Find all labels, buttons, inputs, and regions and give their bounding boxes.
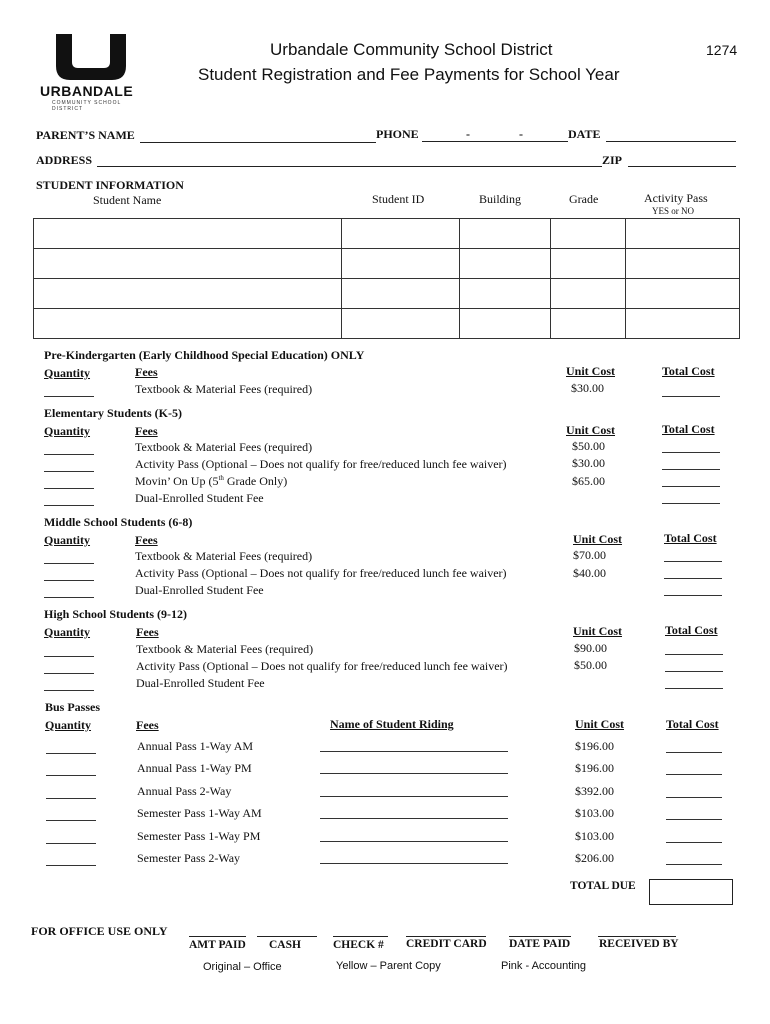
bus-fees-header: Fees (136, 718, 159, 732)
logo-u-icon (56, 34, 126, 80)
bus-heading: Bus Passes (45, 700, 101, 714)
bus-total-blank[interactable] (666, 797, 722, 798)
bus-unit-cost-header: Unit Cost (575, 717, 625, 731)
prek-quantity-header: Quantity (44, 366, 91, 380)
elementary-fee-cost: $50.00 (572, 439, 605, 453)
bus-fee-label: Semester Pass 1-Way PM (137, 829, 261, 843)
district-name: Urbandale Community School District (270, 40, 553, 59)
prek-fees-header: Fees (135, 365, 158, 379)
high-fee-label: Activity Pass (Optional – Does not qualify for free/reduced lunch fee waiver) (136, 659, 508, 673)
student-row (34, 279, 740, 309)
middle-fee-label: Textbook & Material Fees (required) (135, 549, 313, 563)
bus-fee-label: Semester Pass 2-Way (137, 851, 241, 865)
student-name-cell[interactable] (34, 219, 342, 249)
middle-total-blank[interactable] (664, 595, 722, 596)
bus-fee-cost: $103.00 (575, 806, 614, 820)
high-fee-cost: $90.00 (574, 641, 607, 655)
elementary-quantity-blank[interactable] (44, 505, 94, 506)
bus-fee-cost: $196.00 (575, 761, 614, 775)
elementary-total-blank[interactable] (662, 452, 720, 453)
high-total-blank[interactable] (665, 688, 723, 689)
middle-quantity-header: Quantity (44, 533, 91, 547)
high-heading: High School Students (9-12) (44, 607, 188, 621)
bus-fee-label: Annual Pass 1-Way AM (137, 739, 254, 753)
elementary-heading: Elementary Students (K-5) (44, 406, 182, 420)
address-label: ADDRESS (36, 153, 93, 167)
date-field[interactable] (606, 141, 736, 142)
grade-cell[interactable] (551, 249, 626, 279)
amt-paid-label: AMT PAID (189, 939, 246, 951)
activity-pass-cell[interactable] (626, 219, 740, 249)
date-label: DATE (568, 127, 601, 141)
high-fee-label: Textbook & Material Fees (required) (136, 642, 314, 656)
office-use-heading: FOR OFFICE USE ONLY (31, 924, 168, 938)
col-student-id: Student ID (372, 192, 425, 206)
prek-total-cost-header: Total Cost (662, 364, 715, 378)
building-cell[interactable] (460, 309, 551, 339)
address-field[interactable] (97, 166, 602, 167)
elementary-fee-label: Activity Pass (Optional – Does not qualify for free/reduced lunch fee waiver) (135, 457, 507, 471)
elementary-fee-cost: $30.00 (572, 456, 605, 470)
credit-card-field[interactable] (406, 936, 486, 937)
building-cell[interactable] (460, 279, 551, 309)
zip-field[interactable] (628, 166, 736, 167)
high-total-blank[interactable] (665, 654, 723, 655)
bus-fee-label: Annual Pass 1-Way PM (137, 761, 252, 775)
district-logo (40, 34, 140, 112)
elementary-fee-label: Dual-Enrolled Student Fee (135, 491, 264, 505)
high-quantity-header: Quantity (44, 625, 91, 639)
bus-fee-cost: $206.00 (575, 851, 614, 865)
check-label: CHECK # (333, 939, 384, 951)
bus-fee-label: Semester Pass 1-Way AM (137, 806, 262, 820)
prek-total-blank[interactable] (662, 396, 720, 397)
form-title: Student Registration and Fee Payments for School Year (198, 65, 620, 84)
phone-separator-2: - (519, 127, 523, 141)
student-row (34, 309, 740, 339)
col-activity-pass: Activity Pass (644, 191, 708, 205)
high-fee-cost: $50.00 (574, 658, 607, 672)
elementary-total-blank[interactable] (662, 469, 720, 470)
col-student-name: Student Name (93, 193, 162, 207)
elementary-total-blank[interactable] (662, 503, 720, 504)
zip-label: ZIP (602, 153, 623, 167)
high-total-blank[interactable] (665, 671, 723, 672)
activity-pass-cell[interactable] (626, 249, 740, 279)
cash-field[interactable] (257, 936, 317, 937)
prek-fee-cost: $30.00 (571, 381, 604, 395)
elementary-quantity-blank[interactable] (44, 471, 94, 472)
grade-cell[interactable] (551, 219, 626, 249)
total-due-box[interactable] (649, 879, 733, 905)
bus-rider-name-field[interactable] (320, 751, 508, 752)
elementary-quantity-header: Quantity (44, 424, 91, 438)
elementary-fees-header: Fees (135, 424, 158, 438)
elementary-fee-label: Textbook & Material Fees (required) (135, 440, 313, 454)
building-cell[interactable] (460, 219, 551, 249)
bus-quantity-blank[interactable] (46, 843, 96, 844)
prek-quantity-blank[interactable] (44, 396, 94, 397)
col-grade: Grade (569, 192, 599, 206)
prek-heading: Pre-Kindergarten (Early Childhood Special Education) ONLY (44, 348, 365, 362)
elementary-total-cost-header: Total Cost (662, 422, 715, 436)
student-row (34, 249, 740, 279)
copy-yellow: Yellow – Parent Copy (336, 960, 441, 972)
col-activity-sub: YES or NO (652, 206, 694, 216)
bus-rider-name-field[interactable] (320, 863, 508, 864)
bus-fee-cost: $196.00 (575, 739, 614, 753)
bus-quantity-blank[interactable] (46, 798, 96, 799)
bus-total-blank[interactable] (666, 864, 722, 865)
bus-quantity-header: Quantity (45, 718, 92, 732)
student-id-cell[interactable] (342, 309, 460, 339)
middle-fee-cost: $70.00 (573, 548, 606, 562)
middle-heading: Middle School Students (6-8) (44, 515, 193, 529)
middle-quantity-blank[interactable] (44, 580, 94, 581)
logo-subtitle: COMMUNITY SCHOOL DISTRICT (52, 100, 122, 112)
student-name-cell[interactable] (34, 249, 342, 279)
bus-rider-name-field[interactable] (320, 773, 508, 774)
student-id-cell[interactable] (342, 249, 460, 279)
middle-total-cost-header: Total Cost (664, 531, 717, 545)
bus-rider-name-field[interactable] (320, 796, 508, 797)
bus-quantity-blank[interactable] (46, 753, 96, 754)
student-row (34, 219, 740, 249)
high-unit-cost-header: Unit Cost (573, 624, 623, 638)
student-info-heading: STUDENT INFORMATION (36, 178, 184, 192)
elementary-fee-cost: $65.00 (572, 474, 605, 488)
middle-fee-label: Dual-Enrolled Student Fee (135, 583, 264, 597)
bus-fee-cost: $103.00 (575, 829, 614, 843)
phone-label: PHONE (376, 127, 419, 141)
elementary-quantity-blank[interactable] (44, 454, 94, 455)
logo-name: URBANDALE (40, 83, 134, 99)
grade-cell[interactable] (551, 309, 626, 339)
activity-pass-cell[interactable] (626, 309, 740, 339)
middle-fee-label: Activity Pass (Optional – Does not qualify for free/reduced lunch fee waiver) (135, 566, 507, 580)
form-number: 1274 (706, 42, 738, 58)
copy-pink: Pink - Accounting (501, 960, 586, 972)
bus-rider-name-field[interactable] (320, 841, 508, 842)
middle-fees-header: Fees (135, 533, 158, 547)
student-id-cell[interactable] (342, 279, 460, 309)
prek-fee-label: Textbook & Material Fees (required) (135, 382, 313, 396)
date-paid-label: DATE PAID (509, 938, 571, 950)
date-paid-field[interactable] (509, 936, 571, 937)
parent-name-label: PARENT’S NAME (36, 128, 135, 142)
total-due-label: TOTAL DUE (570, 880, 636, 892)
high-quantity-blank[interactable] (44, 690, 94, 691)
middle-total-blank[interactable] (664, 561, 722, 562)
student-table (33, 218, 740, 339)
student-name-cell[interactable] (34, 309, 342, 339)
bus-rider-name-field[interactable] (320, 818, 508, 819)
bus-total-blank[interactable] (666, 842, 722, 843)
check-field[interactable] (333, 936, 388, 937)
elementary-unit-cost-header: Unit Cost (566, 423, 616, 437)
high-fees-header: Fees (136, 625, 159, 639)
middle-fee-cost: $40.00 (573, 566, 606, 580)
bus-total-blank[interactable] (666, 752, 722, 753)
elementary-total-blank[interactable] (662, 486, 720, 487)
student-id-cell[interactable] (342, 219, 460, 249)
bus-total-cost-header: Total Cost (666, 717, 719, 731)
col-building: Building (479, 192, 522, 206)
cash-label: CASH (269, 939, 301, 951)
bus-quantity-blank[interactable] (46, 865, 96, 866)
activity-pass-cell[interactable] (626, 279, 740, 309)
middle-total-blank[interactable] (664, 578, 722, 579)
prek-unit-cost-header: Unit Cost (566, 364, 616, 378)
received-by-label: RECEIVED BY (599, 938, 679, 950)
middle-unit-cost-header: Unit Cost (573, 532, 623, 546)
middle-quantity-blank[interactable] (44, 563, 94, 564)
bus-total-blank[interactable] (666, 819, 722, 820)
parent-name-field[interactable] (140, 142, 376, 143)
high-fee-label: Dual-Enrolled Student Fee (136, 676, 265, 690)
high-quantity-blank[interactable] (44, 673, 94, 674)
bus-total-blank[interactable] (666, 774, 722, 775)
grade-cell[interactable] (551, 279, 626, 309)
credit-card-label: CREDIT CARD (406, 938, 487, 950)
amt-paid-field[interactable] (189, 936, 246, 937)
bus-quantity-blank[interactable] (46, 820, 96, 821)
high-total-cost-header: Total Cost (665, 623, 718, 637)
building-cell[interactable] (460, 249, 551, 279)
elementary-quantity-blank[interactable] (44, 488, 94, 489)
copy-original: Original – Office (203, 961, 282, 973)
bus-quantity-blank[interactable] (46, 775, 96, 776)
bus-fee-label: Annual Pass 2-Way (137, 784, 232, 798)
bus-rider-header: Name of Student Riding (330, 717, 454, 731)
phone-field[interactable] (422, 141, 568, 142)
student-name-cell[interactable] (34, 279, 342, 309)
phone-separator-1: - (466, 127, 470, 141)
received-by-field[interactable] (598, 936, 676, 937)
bus-fee-cost: $392.00 (575, 784, 614, 798)
middle-quantity-blank[interactable] (44, 597, 94, 598)
elementary-fee-label: Movin’ On Up (5th Grade Only) (135, 474, 288, 488)
high-quantity-blank[interactable] (44, 656, 94, 657)
